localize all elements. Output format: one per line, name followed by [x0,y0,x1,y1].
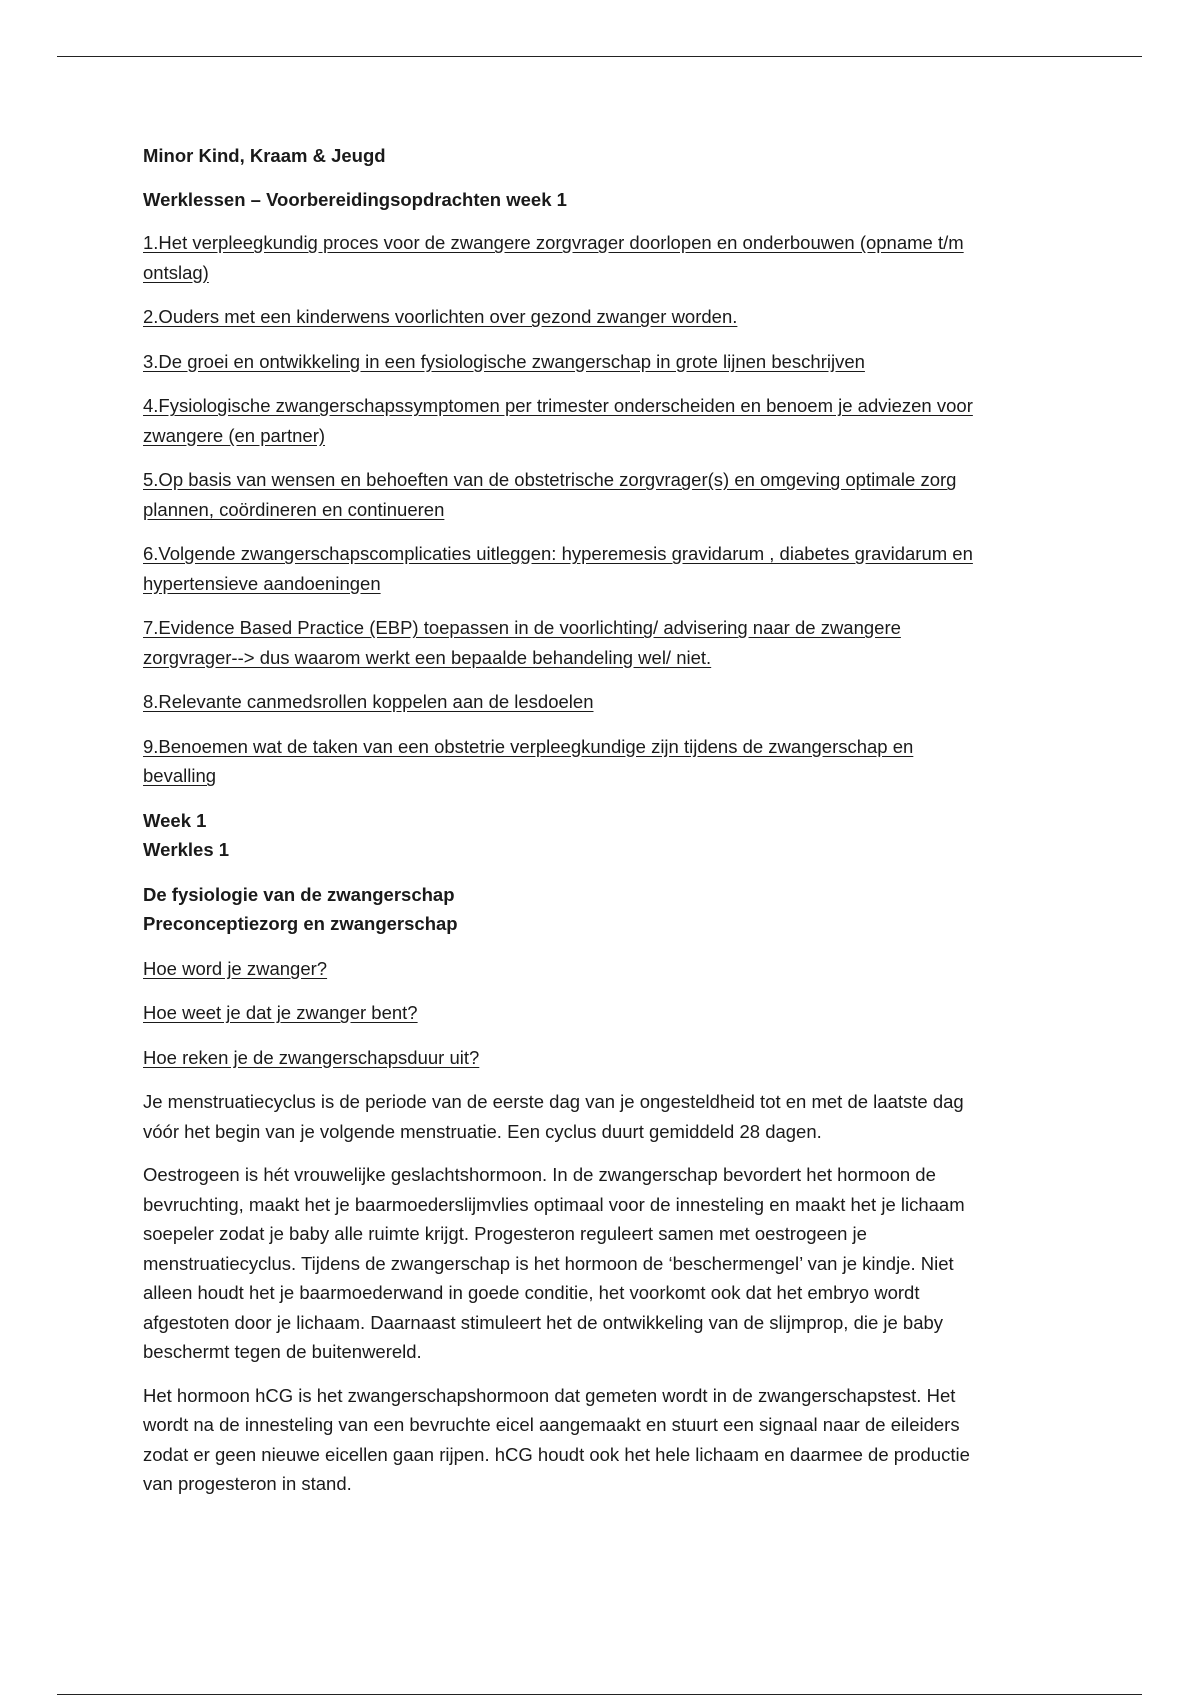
learning-objectives-list [143,228,1063,791]
week-label: Week 1 [143,809,207,831]
objective-item [143,347,1063,377]
objective-line: 7.Evidence Based Practice (EBP) toepassen in de voorlichting/ advisering naar de zwangere [143,617,901,638]
paragraph-line: bevruchting, maakt het je baarmoederslijmvlies optimaal voor de innesteling en maakt het je lichaam [143,1193,965,1215]
paragraph-line: afgestoten door je lichaam. Daarnaast stimuleert het de ontwikkeling van de slijmprop, die je baby [143,1311,944,1333]
topic-heading [143,880,1063,939]
objective-line: 3.De groei en ontwikkeling in een fysiologische zwangerschap in grote lijnen beschrijven [143,350,865,372]
week-heading [143,806,1063,865]
question-item: Hoe word je zwanger? [143,957,328,979]
objective-item [143,687,1063,717]
page-bottom-rule [57,1694,1142,1695]
paragraph-hormones [143,1160,1063,1367]
objective-line: plannen, coördineren en continueren [143,498,445,520]
objective-line: 1.Het verpleegkundig proces voor de zwangere zorgvrager doorlopen en onderbouwen (opname t/m [143,232,964,253]
objective-line: 4.Fysiologische zwangerschapssymptomen per trimester onderscheiden en benoem je adviezen voor [143,395,973,416]
objective-line: 6.Volgende zwangerschapscomplicaties uitleggen: hyperemesis gravidarum , diabetes gravidarum en [143,543,973,564]
objective-line: 2.Ouders met een kinderwens voorlichten over gezond zwanger worden. [143,306,738,327]
paragraph-line: vóór het begin van je volgende menstruatie. Een cyclus duurt gemiddeld 28 dagen. [143,1120,822,1142]
objective-item [143,613,1063,672]
question-item: Hoe weet je dat je zwanger bent? [143,1002,418,1023]
paragraph-line: alleen houdt het je baarmoederwand in goede conditie, het voorkomt ook dat het embryo wordt [143,1282,920,1303]
paragraph-hcg [143,1381,1063,1499]
objective-line: zwangere (en partner) [143,424,326,446]
objective-item [143,391,1063,450]
werkles-label: Werkles 1 [143,839,230,860]
paragraph-line: van progesteron in stand. [143,1473,352,1494]
topic-preconception: Preconceptiezorg en zwangerschap [143,913,458,934]
objective-line: zorgvrager--> dus waarom werkt een bepaalde behandeling wel/ niet. [143,646,712,668]
objective-line: 8.Relevante canmedsrollen koppelen aan de lesdoelen [143,691,594,712]
objective-line: 5.Op basis van wensen en behoeften van de obstetrische zorgvrager(s) en omgeving optimale zorg [143,469,957,490]
objective-line: bevalling [143,765,217,786]
document-title: Minor Kind, Kraam & Jeugd [143,145,386,166]
paragraph-line: menstruatiecyclus. Tijdens de zwangerschap is het hormoon de ‘beschermengel’ van je kindje. Niet [143,1252,954,1274]
paragraph-line: beschermt tegen de buitenwereld. [143,1341,422,1362]
paragraph-line: Je menstruatiecyclus is de periode van de eerste dag van je ongesteldheid tot en met de laatste dag [143,1091,964,1112]
paragraph-menstrual-cycle [143,1087,1063,1146]
document-subtitle: Werklessen – Voorbereidingsopdrachten week 1 [143,188,567,210]
objective-item [143,302,1063,332]
paragraph-line: soepeler zodat je baby alle ruimte krijgt. Progesteron reguleert samen met oestrogeen je [143,1223,867,1244]
objective-item [143,228,1063,287]
document-body [143,141,1063,1513]
objective-line: 9.Benoemen wat de taken van een obstetrie verpleegkundige zijn tijdens de zwangerschap en [143,735,914,757]
paragraph-line: zodat er geen nieuwe eicellen gaan rijpen. hCG houdt ook het hele lichaam en daarmee de productie [143,1443,970,1465]
paragraph-line: Het hormoon hCG is het zwangerschapshormoon dat gemeten wordt in de zwangerschapstest. Het [143,1384,956,1406]
topic-physiology: De fysiologie van de zwangerschap [143,883,455,905]
objective-line: ontslag) [143,261,209,283]
paragraph-line: Oestrogeen is hét vrouwelijke geslachtshormoon. In de zwangerschap bevordert het hormoon de [143,1164,936,1185]
objective-item [143,539,1063,598]
objective-line: hypertensieve aandoeningen [143,572,381,594]
paragraph-line: wordt na de innesteling van een bevruchte eicel aangemaakt en stuurt een signaal naar de eileiders [143,1414,960,1435]
question-item: Hoe reken je de zwangerschapsduur uit? [143,1046,480,1068]
page-top-rule [57,56,1142,57]
objective-item [143,732,1063,791]
objective-item [143,465,1063,524]
